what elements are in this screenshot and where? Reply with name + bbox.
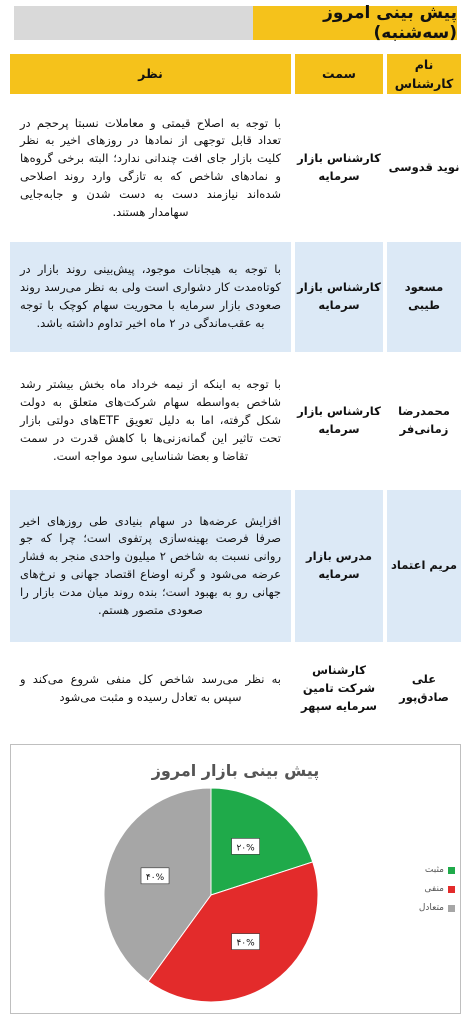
legend-label: مثبت <box>424 865 444 875</box>
pie-chart <box>11 745 460 1013</box>
legend-swatch <box>448 905 455 912</box>
chart-title: پیش بینی بازار امروز <box>151 761 320 780</box>
column-header-name: نام کارشناس <box>387 54 461 94</box>
expert-role: کارشناس بازار سرمایه <box>295 357 383 485</box>
legend-label: متعادل <box>418 903 444 913</box>
legend-swatch <box>448 886 455 893</box>
expert-role: کارشناس بازار سرمایه <box>295 99 383 237</box>
table-header-row <box>10 54 461 94</box>
experts-table <box>10 54 461 736</box>
legend-item <box>395 903 455 913</box>
column-header-role: سمت <box>295 54 383 94</box>
legend-item <box>395 865 455 875</box>
expert-name: علی صادق‌پور <box>387 647 461 731</box>
expert-role: کارشناس بازار سرمایه <box>295 242 383 352</box>
table-row <box>10 647 461 731</box>
chart-legend <box>395 865 455 922</box>
expert-view: با توجه به هیجانات موجود، پیش‌بینی روند بازار در کوتاه‌مدت کار دشواری است ولی به نظر می‌رسد روند صعودی بازار سرمایه با محوریت سهام کوچک با توجه به عقب‌ماندگی در ۲ ماه اخیر تداوم داشته باشد. <box>10 242 291 352</box>
table-row <box>10 242 461 352</box>
pie-data-label-3: ۴۰% <box>145 872 165 883</box>
expert-view: افزایش عرضه‌ها در سهام بنیادی طی روزهای اخیر صرفا فرصت بهینه‌سازی پرتفوی است؛ چرا که جو روانی نسبت به شاخص ۲ میلیون واحدی منجر به فشار عرضه می‌شود و گرنه اوضاع اقتصاد جهانی و نرخ‌های جهانی رو به بهبود است؛ بنده روند میان مدت بازار را صعودی متصور هستم. <box>10 490 291 642</box>
legend-swatch <box>448 867 455 874</box>
table-row <box>10 99 461 237</box>
pie-data-label-1: ۲۰% <box>236 843 255 854</box>
expert-name: مریم اعتماد <box>387 490 461 642</box>
page-title: پیش بینی امروز (سه‌شنبه) <box>253 6 457 40</box>
expert-role: مدرس بازار سرمایه <box>295 490 383 642</box>
expert-name: مسعود طیبی <box>387 242 461 352</box>
expert-view: با توجه به اصلاح قیمتی و معاملات نسبتا پرحجم در تعداد قابل توجهی از نمادها در روزهای اخیر به نظر کلیت بازار جای افت چندانی ندارد؛ البته برخی گروه‌ها و نمادهای شاخص که به تازگی وارد روند اصلاحی شده‌اند نیازمند دست به دست شدن و جابه‌جایی سهامدار هستند. <box>10 99 291 237</box>
pie-chart-panel <box>10 744 461 1014</box>
pie-data-label-2: ۴۰% <box>236 938 255 949</box>
legend-label: منفی <box>424 884 444 894</box>
expert-view: به نظر می‌رسد شاخص کل منفی شروع می‌کند و سپس به تعادل رسیده و مثبت می‌شود <box>10 647 291 731</box>
table-row <box>10 357 461 485</box>
expert-name: محمدرضا زمانی‌فر <box>387 357 461 485</box>
expert-view: با توجه به اینکه از نیمه خرداد ماه بخش بیشتر رشد شاخص به‌واسطه سهام شرکت‌های متعلق به دولت شکل گرفته، اما به دلیل تعویق ETFهای دولتی بازار تحت تاثیر این گمانه‌زنی‌ها با کاهش قدرت در سمت تقاضا و بعضا شناسایی سود مواجه است. <box>10 357 291 485</box>
expert-name: نوید قدوسی <box>387 99 461 237</box>
column-header-view: نظر <box>10 54 291 94</box>
legend-item <box>395 884 455 894</box>
table-row <box>10 490 461 642</box>
header-band <box>14 6 253 40</box>
expert-role: کارشناس شرکت تامین سرمایه سپهر <box>295 647 383 731</box>
